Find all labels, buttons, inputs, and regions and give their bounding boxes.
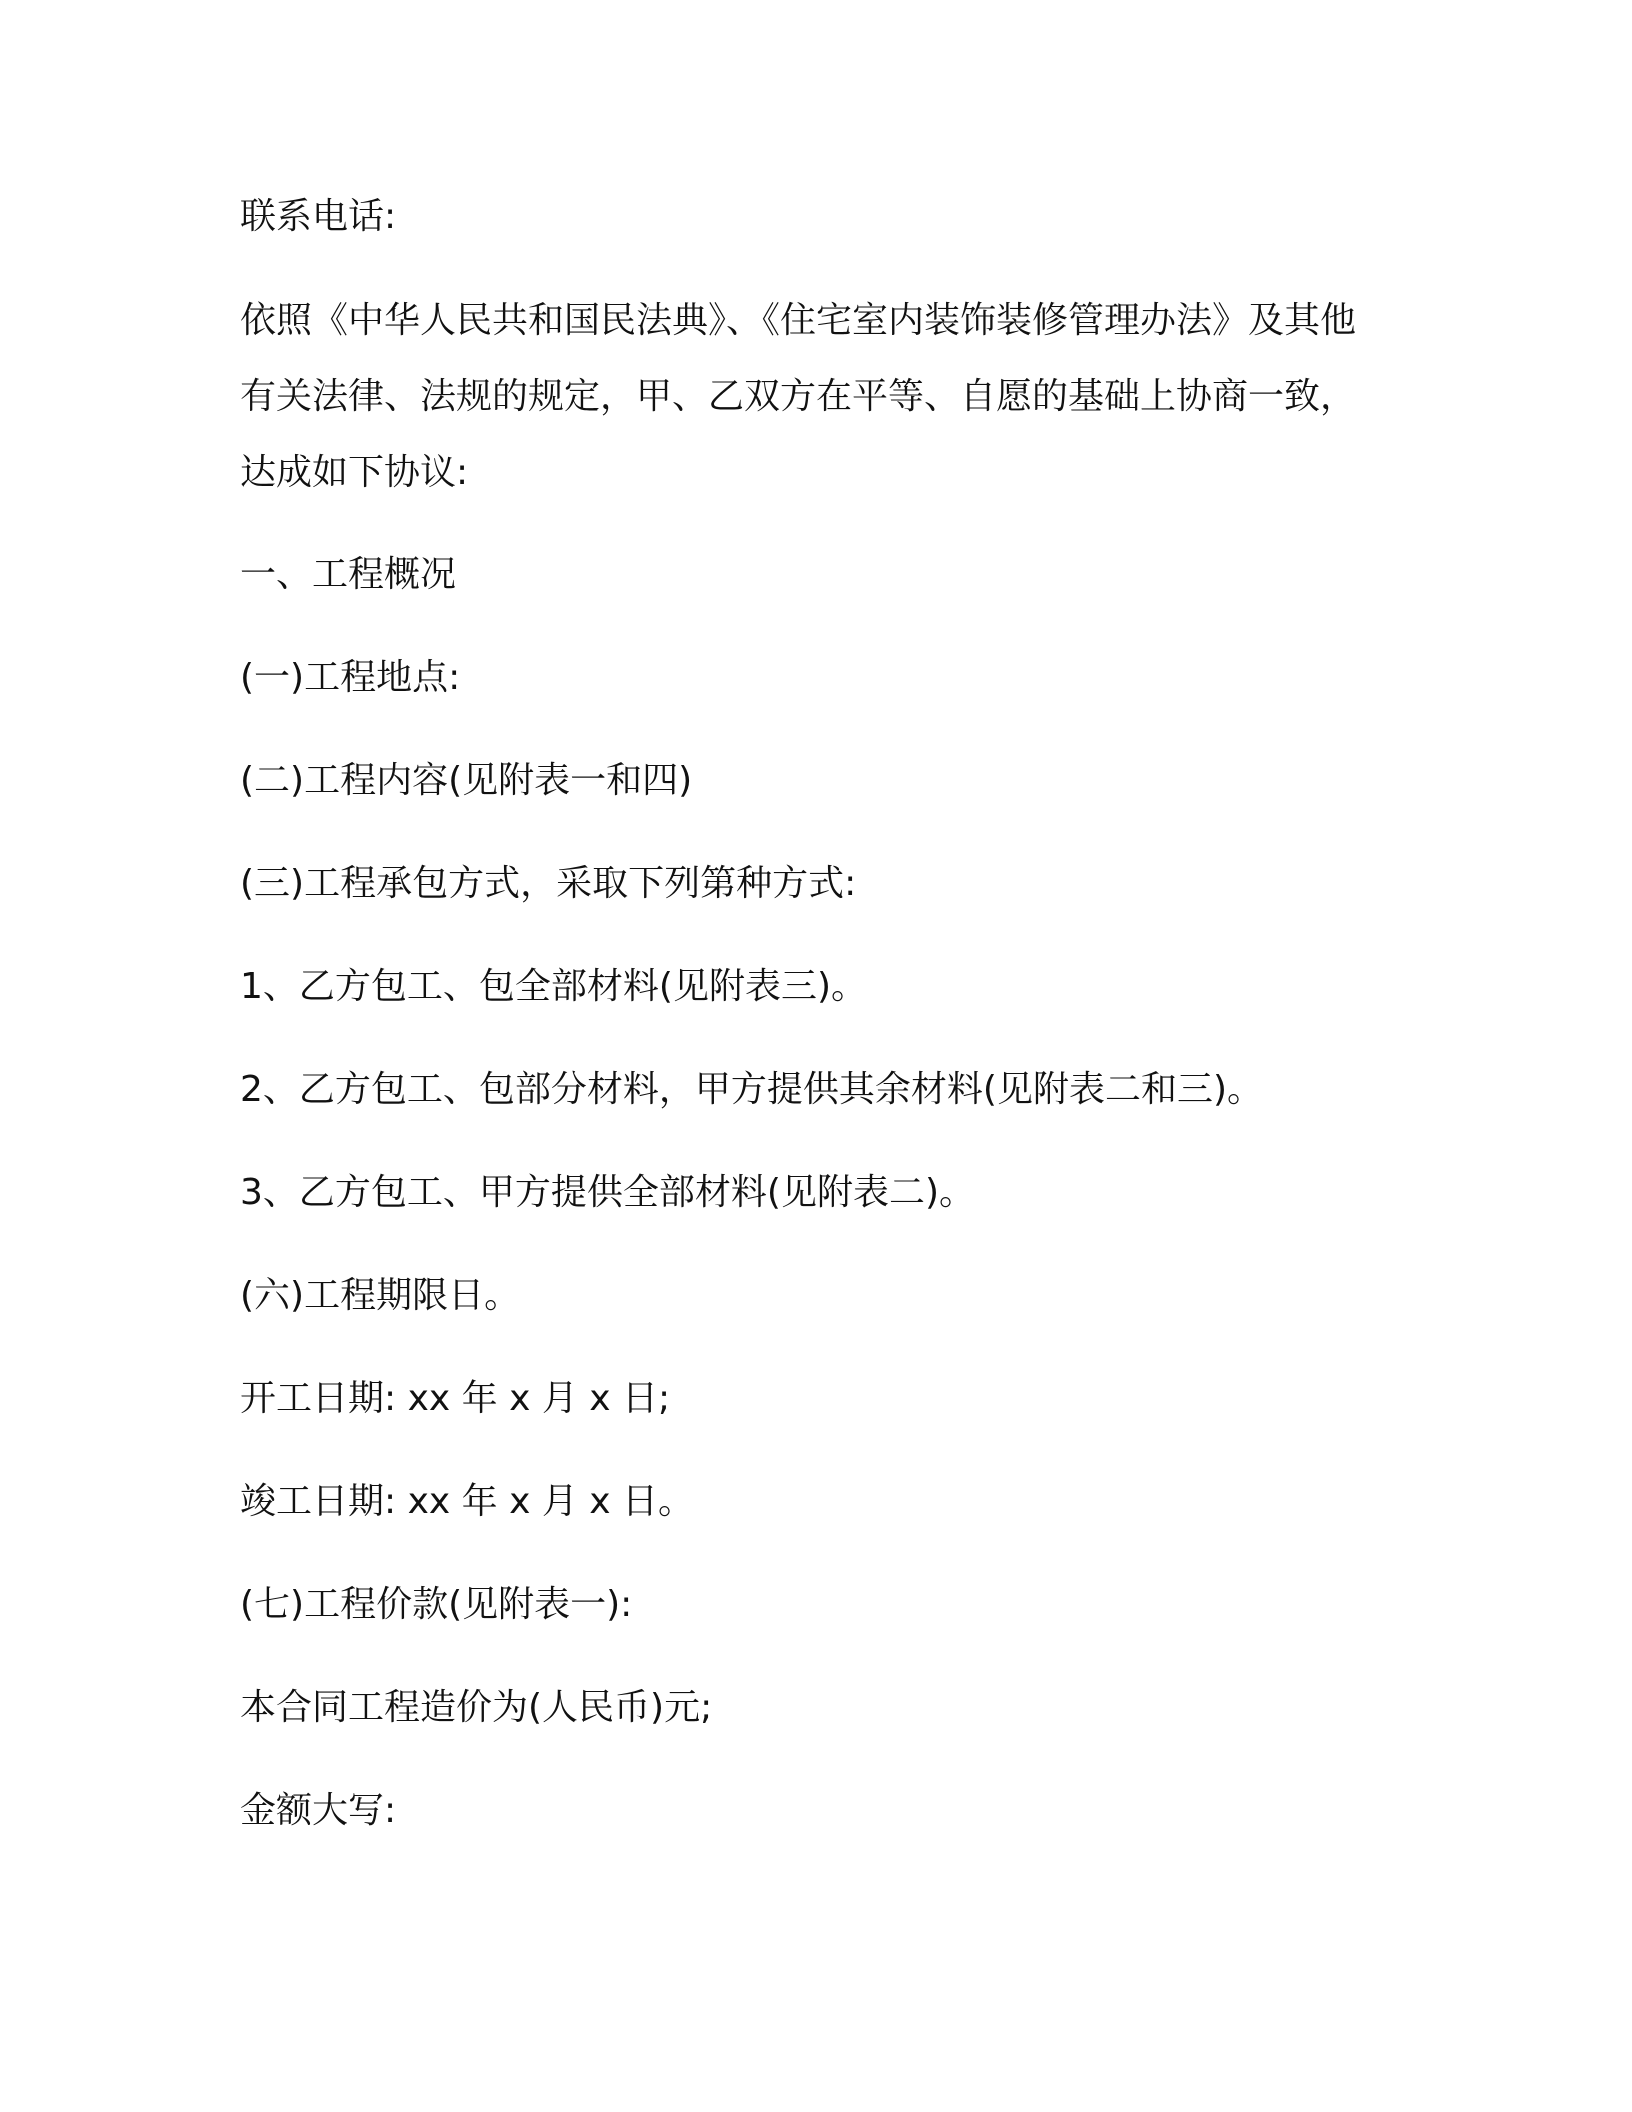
section-heading-project-overview: 一、工程概况 xyxy=(240,554,457,595)
option-3-line: 3、乙方包工、甲方提供全部材料(见附表二)。 xyxy=(240,1172,975,1213)
contract-method-line: (三)工程承包方式，采取下列第种方式: xyxy=(240,863,857,904)
completion-date-line: 竣工日期: xx 年 x 月 x 日。 xyxy=(240,1481,695,1522)
project-location-line: (一)工程地点: xyxy=(240,657,461,698)
project-price-line: (七)工程价款(见附表一): xyxy=(240,1584,633,1625)
amount-in-words-line: 金额大写: xyxy=(240,1790,397,1831)
project-duration-line: (六)工程期限日。 xyxy=(240,1275,521,1316)
start-date-line: 开工日期: xx 年 x 月 x 日; xyxy=(240,1378,671,1419)
option-1-line: 1、乙方包工、包全部材料(见附表三)。 xyxy=(240,966,867,1007)
project-content-line: (二)工程内容(见附表一和四) xyxy=(240,760,693,801)
legal-basis-paragraph: 依照《中华人民共和国民法典》、《住宅室内装饰装修管理办法》及其他有关法律、法规的规定，甲、乙双方在平等、自愿的基础上协商一致，达成如下协议: xyxy=(240,300,1357,493)
option-2-line: 2、乙方包工、包部分材料，甲方提供其余材料(见附表二和三)。 xyxy=(240,1069,1263,1110)
contract-cost-line: 本合同工程造价为(人民币)元; xyxy=(240,1687,713,1728)
contact-phone-line: 联系电话: xyxy=(240,196,397,237)
